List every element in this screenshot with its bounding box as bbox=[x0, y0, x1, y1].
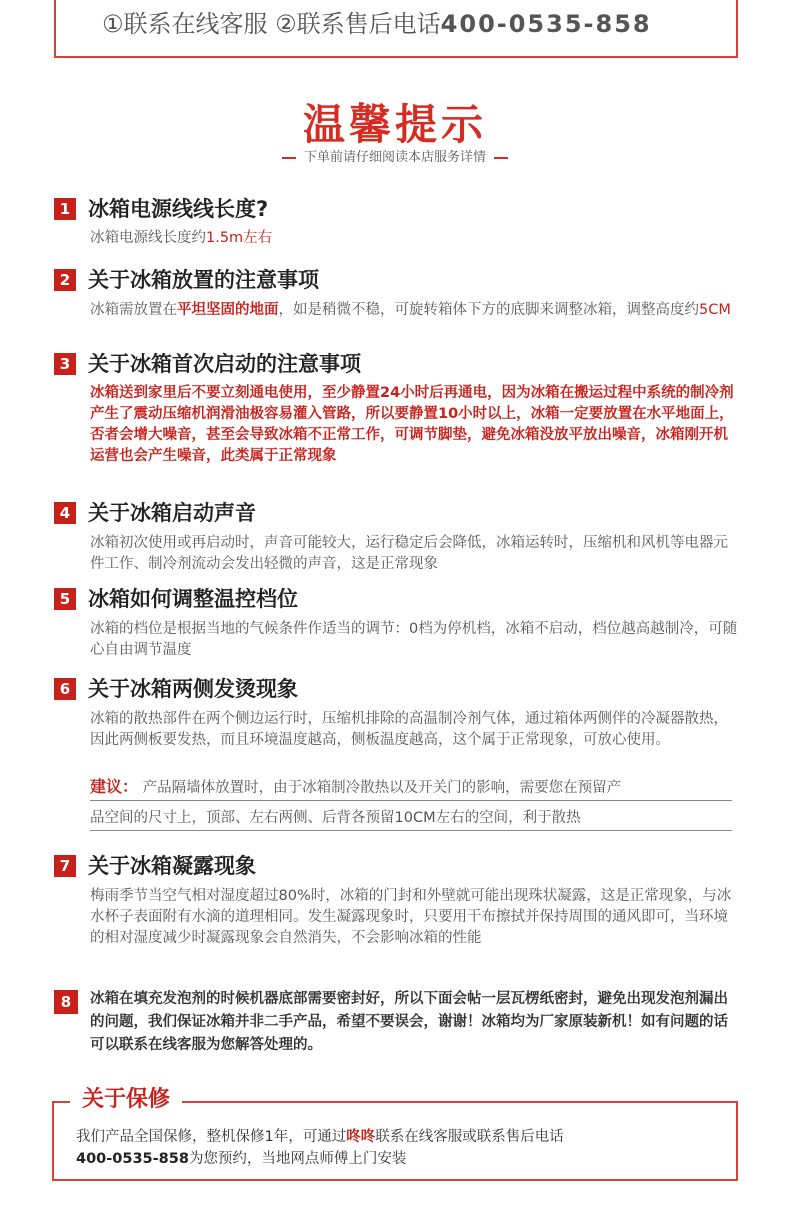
advice-label: 建议： bbox=[90, 777, 139, 796]
subtitle-text: 下单前请仔细阅读本店服务详情 bbox=[303, 150, 486, 165]
advice-line-1 bbox=[90, 775, 732, 801]
section-2-body bbox=[90, 300, 740, 321]
section-5-body: 冰箱的档位是根据当地的气候条件作适当的调节：0档为停机档，冰箱不启动，档位越高越制冷，可随心自由调节温度 bbox=[90, 621, 738, 658]
section-1-header bbox=[54, 195, 268, 223]
contact-line bbox=[102, 6, 652, 42]
section-7-body: 梅雨季节当空气相对湿度超过80%时，冰箱的门封和外壁就可能出现珠状凝露，这是正常现象，与冰水杯子表面附有水滴的道理相同。发生凝露现象时，只要用干布擦拭并保持周围的通风即可，当环境的相对湿度减少时凝露现象会自然消失，不会影响冰箱的性能 bbox=[90, 888, 732, 946]
section-title: 关于冰箱凝露现象 bbox=[88, 854, 256, 878]
warranty-text-b: 联系在线客服或联系售后电话 bbox=[375, 1129, 564, 1145]
section-number-badge: 8 bbox=[54, 990, 78, 1014]
section-title: 关于冰箱两侧发烫现象 bbox=[88, 677, 298, 701]
subtitle-dash-right bbox=[494, 157, 508, 159]
section-title: 冰箱如何调整温控档位 bbox=[88, 587, 298, 611]
section-2-highlight: 平坦坚固的地面 bbox=[177, 302, 279, 318]
warranty-phone[interactable]: 400-0535-858 bbox=[76, 1151, 189, 1167]
contact-prefix: ①联系在线客服 ②联系售后电话 bbox=[102, 10, 441, 38]
section-4-body: 冰箱初次使用或再启动时，声音可能较大，运行稳定后会降低，冰箱运转时，压缩机和风机等电器元件工作、制冷剂流动会发出轻微的声音，这是正常现象 bbox=[90, 535, 728, 572]
warranty-title: 关于保修 bbox=[70, 1085, 182, 1115]
section-number-badge: 4 bbox=[54, 502, 76, 524]
section-2-text-a: 冰箱需放置在 bbox=[90, 302, 177, 318]
section-title: 关于冰箱首次启动的注意事项 bbox=[88, 352, 361, 376]
section-title: 关于冰箱启动声音 bbox=[88, 501, 256, 525]
advice-text-2: 品空间的尺寸上，顶部、左右两侧、后背各预留10CM左右的空间，利于散热 bbox=[90, 810, 581, 826]
section-4-header bbox=[54, 499, 256, 527]
section-1-body bbox=[90, 228, 740, 249]
section-1-text: 冰箱电源线长度约 bbox=[90, 230, 206, 246]
section-2-highlight-2: 5CM bbox=[699, 302, 731, 318]
section-2-text-b: ，如是稍微不稳，可旋转箱体下方的底脚来调整冰箱，调整高度约 bbox=[278, 302, 699, 318]
section-5-header bbox=[54, 585, 298, 613]
section-number-badge: 3 bbox=[54, 353, 76, 375]
section-3-header bbox=[54, 350, 361, 378]
section-7-header bbox=[54, 852, 256, 880]
warranty-text-c: 为您预约，当地网点师傅上门安装 bbox=[188, 1151, 407, 1167]
page-title: 温馨提示 bbox=[302, 100, 487, 149]
warranty-text bbox=[76, 1126, 716, 1170]
section-number-badge: 5 bbox=[54, 588, 76, 610]
section-title: 关于冰箱放置的注意事项 bbox=[88, 268, 319, 292]
section-1-highlight: 1.5m左右 bbox=[206, 230, 273, 246]
section-6-body: 冰箱的散热部件在两个侧边运行时，压缩机排除的高温制冷剂气体，通过箱体两侧伴的冷凝器散热，因此两侧板要发热，而且环境温度越高，侧板温度越高，这个属于正常现象，可放心使用。 bbox=[90, 711, 728, 748]
advice-line-2 bbox=[90, 806, 732, 831]
section-number-badge: 2 bbox=[54, 269, 76, 291]
section-number-badge: 1 bbox=[54, 198, 76, 220]
section-6-header bbox=[54, 675, 298, 703]
warranty-text-a: 我们产品全国保修，整机保修1年，可通过 bbox=[76, 1129, 347, 1145]
section-3-body: 冰箱送到家里后不要立刻通电使用，至少静置24小时后再通电，因为冰箱在搬运过程中系统的制冷剂产生了震动压缩机润滑油极容易灌入管路，所以要静置10小时以上，冰箱一定要放置在水平地面上，否者会增大噪音，甚至会导致冰箱不正常工作，可调节脚垫，避免冰箱没放平放出噪音，冰箱刚开机运营也会产生噪音，此类属于正常现象 bbox=[90, 385, 734, 464]
page-subtitle bbox=[0, 149, 790, 167]
section-8-body: 冰箱在填充发泡剂的时候机器底部需要密封好，所以下面会帖一层瓦楞纸密封，避免出现发泡剂漏出的问题，我们保证冰箱并非二手产品，希望不要误会，谢谢！冰箱均为厂家原装新机！如有问题的话可以联系在线客服为您解答处理的。 bbox=[90, 991, 728, 1053]
subtitle-dash-left bbox=[282, 157, 296, 159]
dongdong-link[interactable]: 咚咚 bbox=[346, 1129, 376, 1145]
section-2-header bbox=[54, 266, 319, 294]
section-number-badge: 6 bbox=[54, 678, 76, 700]
service-phone[interactable]: 400-0535-858 bbox=[440, 10, 652, 38]
section-number-badge: 7 bbox=[54, 855, 76, 877]
section-title: 冰箱电源线线长度? bbox=[88, 197, 269, 221]
advice-text-1: 产品隔墙体放置时，由于冰箱制冷散热以及开关门的影响，需要您在预留产 bbox=[142, 780, 622, 796]
